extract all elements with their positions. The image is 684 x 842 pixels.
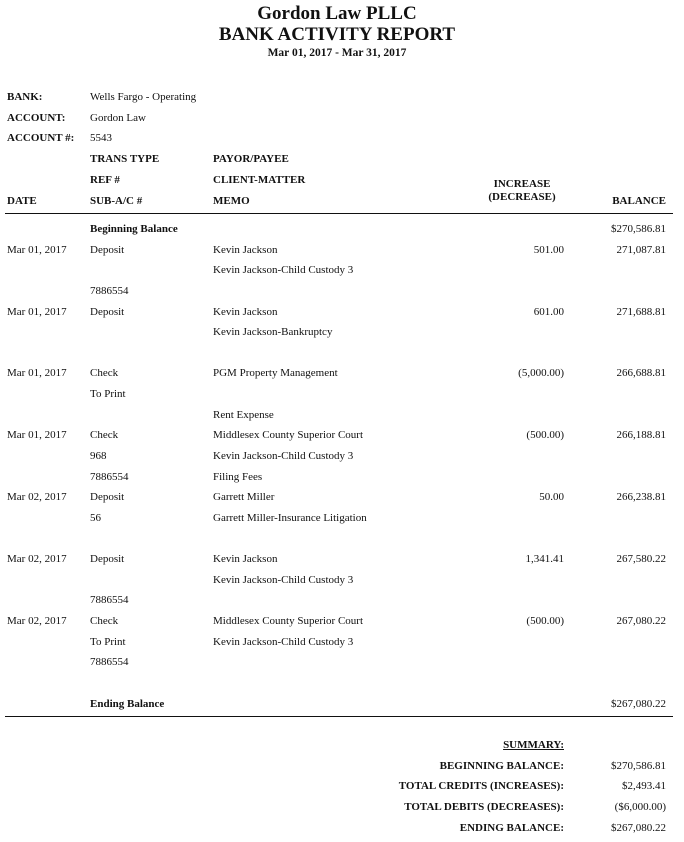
- txn-payee: PGM Property Management: [213, 367, 338, 379]
- txn-amount: (500.00): [526, 615, 564, 627]
- txn-date: Mar 01, 2017: [7, 429, 67, 441]
- account-number-label: ACCOUNT #:: [7, 132, 75, 144]
- txn-date: Mar 01, 2017: [7, 367, 67, 379]
- summary-credits-value: $2,493.41: [622, 780, 666, 792]
- txn-client: Kevin Jackson-Child Custody 3: [213, 450, 354, 462]
- header-memo: MEMO: [213, 195, 250, 207]
- account-value: Gordon Law: [90, 112, 146, 124]
- txn-subac: 7886554: [90, 471, 129, 483]
- summary-debits-label: TOTAL DEBITS (DECREASES):: [404, 801, 564, 813]
- account-number-value: 5543: [90, 132, 112, 144]
- summary-beginning-label: BEGINNING BALANCE:: [439, 760, 564, 772]
- txn-type: Deposit: [90, 491, 125, 503]
- txn-payee: Kevin Jackson: [213, 244, 278, 256]
- header-ref: REF #: [90, 174, 120, 186]
- txn-ref: To Print: [90, 388, 126, 400]
- txn-memo: Rent Expense: [213, 409, 274, 421]
- txn-client: Kevin Jackson-Child Custody 3: [213, 636, 354, 648]
- txn-payee: Middlesex County Superior Court: [213, 429, 364, 441]
- header-divider: [5, 213, 673, 214]
- ending-divider: [5, 716, 673, 717]
- txn-type: Check: [90, 429, 119, 441]
- txn-balance: 266,188.81: [616, 429, 666, 441]
- txn-date: Mar 02, 2017: [7, 553, 67, 565]
- txn-balance: 271,688.81: [616, 306, 666, 318]
- txn-balance: 267,080.22: [616, 615, 666, 627]
- txn-client: Kevin Jackson-Bankruptcy: [213, 326, 333, 338]
- txn-date: Mar 01, 2017: [7, 244, 67, 256]
- txn-type: Deposit: [90, 306, 125, 318]
- txn-amount: 501.00: [533, 244, 564, 256]
- summary-debits-value: ($6,000.00): [614, 801, 666, 813]
- header-trans-type: TRANS TYPE: [90, 153, 160, 165]
- txn-amount: (5,000.00): [518, 367, 564, 379]
- txn-balance: 266,688.81: [616, 367, 666, 379]
- txn-payee: Kevin Jackson: [213, 306, 278, 318]
- txn-subac: 7886554: [90, 285, 129, 297]
- header-date: DATE: [7, 195, 37, 207]
- bank-label: BANK:: [7, 91, 43, 103]
- txn-date: Mar 02, 2017: [7, 491, 67, 503]
- txn-type: Deposit: [90, 244, 125, 256]
- company-name: Gordon Law PLLC: [257, 3, 417, 24]
- header-client-matter: CLIENT-MATTER: [213, 174, 306, 186]
- txn-amount: 1,341.41: [525, 553, 564, 565]
- txn-amount: 50.00: [539, 491, 564, 503]
- txn-amount: (500.00): [526, 429, 564, 441]
- txn-client: Garrett Miller-Insurance Litigation: [213, 512, 367, 524]
- txn-date: Mar 02, 2017: [7, 615, 67, 627]
- txn-subac: 7886554: [90, 594, 129, 606]
- ending-balance-label: Ending Balance: [90, 698, 165, 710]
- beginning-balance-value: $270,586.81: [611, 223, 666, 235]
- header-decrease: (DECREASE): [488, 191, 556, 203]
- txn-ref: To Print: [90, 636, 126, 648]
- header-payor-payee: PAYOR/PAYEE: [213, 153, 289, 165]
- txn-balance: 271,087.81: [616, 244, 666, 256]
- account-label: ACCOUNT:: [7, 112, 66, 124]
- txn-amount: 601.00: [533, 306, 564, 318]
- txn-ref: 968: [90, 450, 107, 462]
- txn-payee: Middlesex County Superior Court: [213, 615, 364, 627]
- txn-type: Check: [90, 615, 119, 627]
- header-increase: INCREASE: [493, 178, 551, 190]
- txn-memo: Filing Fees: [213, 471, 263, 483]
- report-title: BANK ACTIVITY REPORT: [218, 24, 456, 45]
- txn-subac: 7886554: [90, 656, 129, 668]
- txn-ref: 56: [90, 512, 101, 524]
- bank-value: Wells Fargo - Operating: [90, 91, 197, 103]
- txn-balance: 267,580.22: [616, 553, 666, 565]
- ending-balance-value: $267,080.22: [611, 698, 666, 710]
- summary-title: SUMMARY:: [503, 739, 564, 751]
- beginning-balance-label: Beginning Balance: [90, 223, 178, 235]
- report-period: Mar 01, 2017 - Mar 31, 2017: [267, 47, 407, 59]
- summary-ending-label: ENDING BALANCE:: [459, 822, 564, 834]
- summary-beginning-value: $270,586.81: [611, 760, 666, 772]
- txn-client: Kevin Jackson-Child Custody 3: [213, 264, 354, 276]
- txn-date: Mar 01, 2017: [7, 306, 67, 318]
- txn-type: Deposit: [90, 553, 125, 565]
- txn-payee: Garrett Miller: [213, 491, 275, 503]
- txn-client: Kevin Jackson-Child Custody 3: [213, 574, 354, 586]
- txn-type: Check: [90, 367, 119, 379]
- summary-credits-label: TOTAL CREDITS (INCREASES):: [398, 780, 564, 792]
- txn-payee: Kevin Jackson: [213, 553, 278, 565]
- header-sub-ac: SUB-A/C #: [90, 195, 143, 207]
- header-balance: BALANCE: [612, 195, 666, 207]
- txn-balance: 266,238.81: [616, 491, 666, 503]
- summary-ending-value: $267,080.22: [611, 822, 666, 834]
